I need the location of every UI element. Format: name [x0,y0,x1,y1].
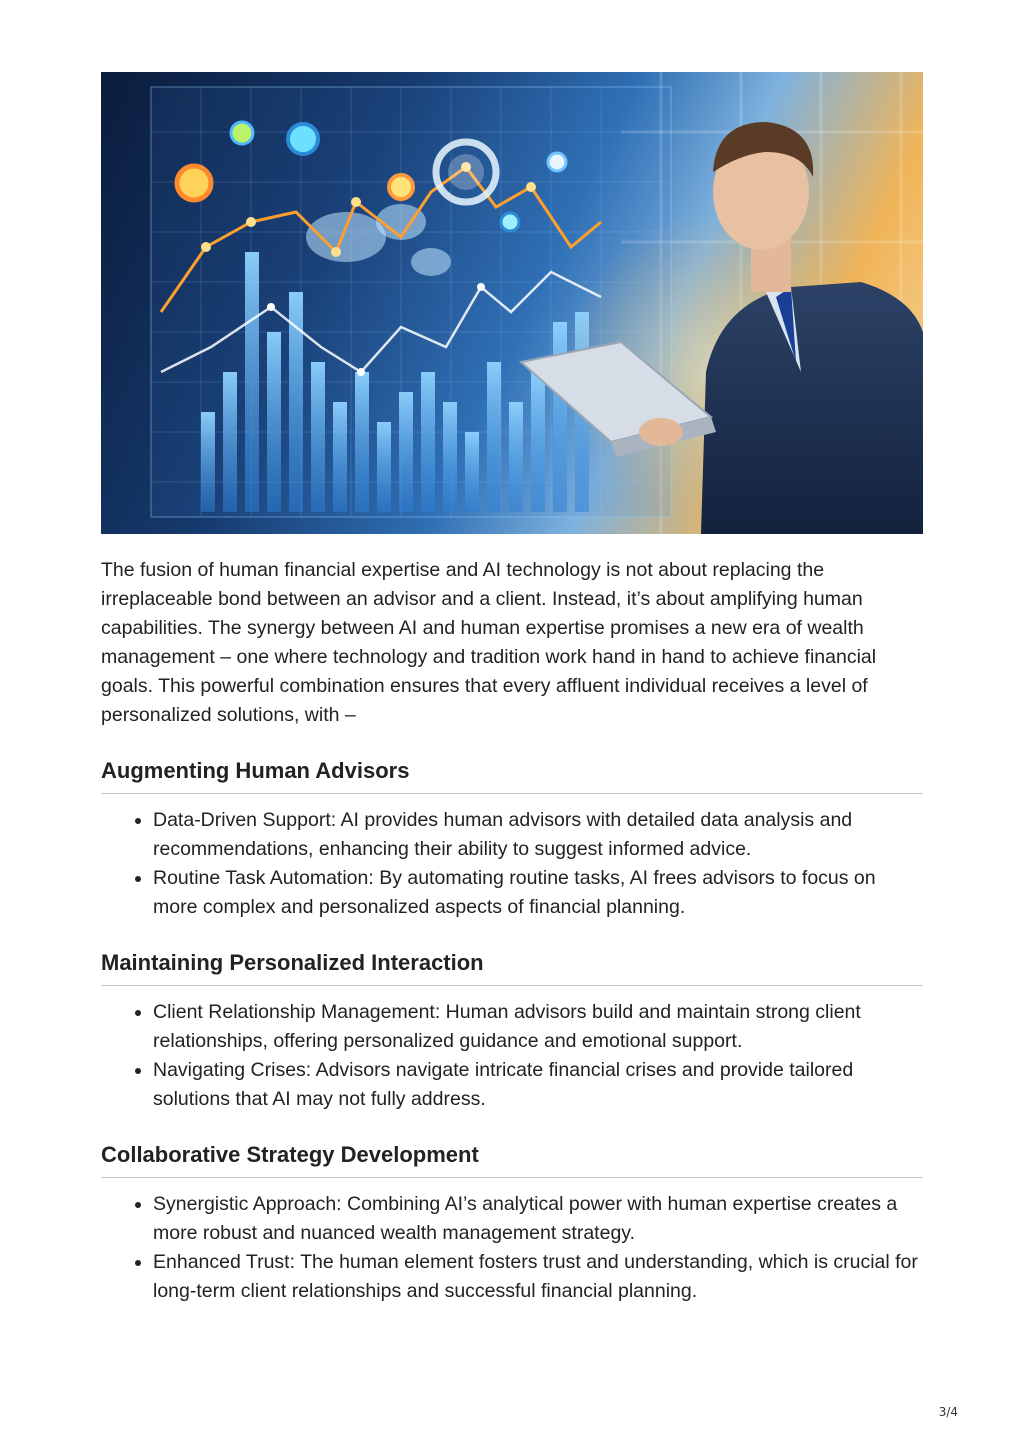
bullet-list [101,998,923,1114]
section-maintaining-personalized-interaction [101,950,923,1114]
list-item [153,806,923,864]
bullet-icon [135,1068,141,1074]
financial-dashboard-illustration [101,72,923,534]
list-item [153,1190,923,1248]
list-item-text: Navigating Crises: Advisors navigate intricate financial crises and provide tailored solutions that AI may not fully address. [153,1059,854,1110]
section-heading: Augmenting Human Advisors [101,758,923,794]
list-item [153,1248,923,1306]
bullet-icon [135,1202,141,1208]
list-item-text: Routine Task Automation: By automating routine tasks, AI frees advisors to focus on more complex and personalized aspects of financial planning. [153,867,876,918]
list-item [153,998,923,1056]
list-item [153,864,923,922]
section-augmenting-human-advisors [101,758,923,922]
section-collaborative-strategy-development [101,1142,923,1306]
list-item-text: Client Relationship Management: Human advisors build and maintain strong client relationships, offering personalized guidance and emotional support. [153,1001,861,1052]
list-item-text: Data-Driven Support: AI provides human advisors with detailed data analysis and recommendations, enhancing their ability to suggest informed advice. [153,809,853,860]
bullet-icon [135,1260,141,1266]
list-item-text: Synergistic Approach: Combining AI’s analytical power with human expertise creates a more robust and nuanced wealth management strategy. [153,1193,898,1244]
section-heading: Collaborative Strategy Development [101,1142,923,1178]
bullet-icon [135,1010,141,1016]
bullet-icon [135,818,141,824]
list-item-text: Enhanced Trust: The human element fosters trust and understanding, which is crucial for long-term client relationships and successful financial planning. [153,1251,918,1302]
intro-paragraph: The fusion of human financial expertise and AI technology is not about replacing the irreplaceable bond between an advisor and a client. Instead, it’s about amplifying human capabilities. The synergy between AI and human expertise promises a new era of wealth management – one where technology and tradition work hand in hand to achieve financial goals. This powerful combination ensures that every affluent individual receives a level of personalized solutions, with – [101,559,877,726]
page-content [101,72,923,1306]
hero-illustration [101,72,923,534]
bullet-list [101,806,923,922]
bullet-list [101,1190,923,1306]
bullet-icon [135,876,141,882]
page-number: 3/4 [938,1405,958,1419]
list-item [153,1056,923,1114]
section-heading: Maintaining Personalized Interaction [101,950,923,986]
